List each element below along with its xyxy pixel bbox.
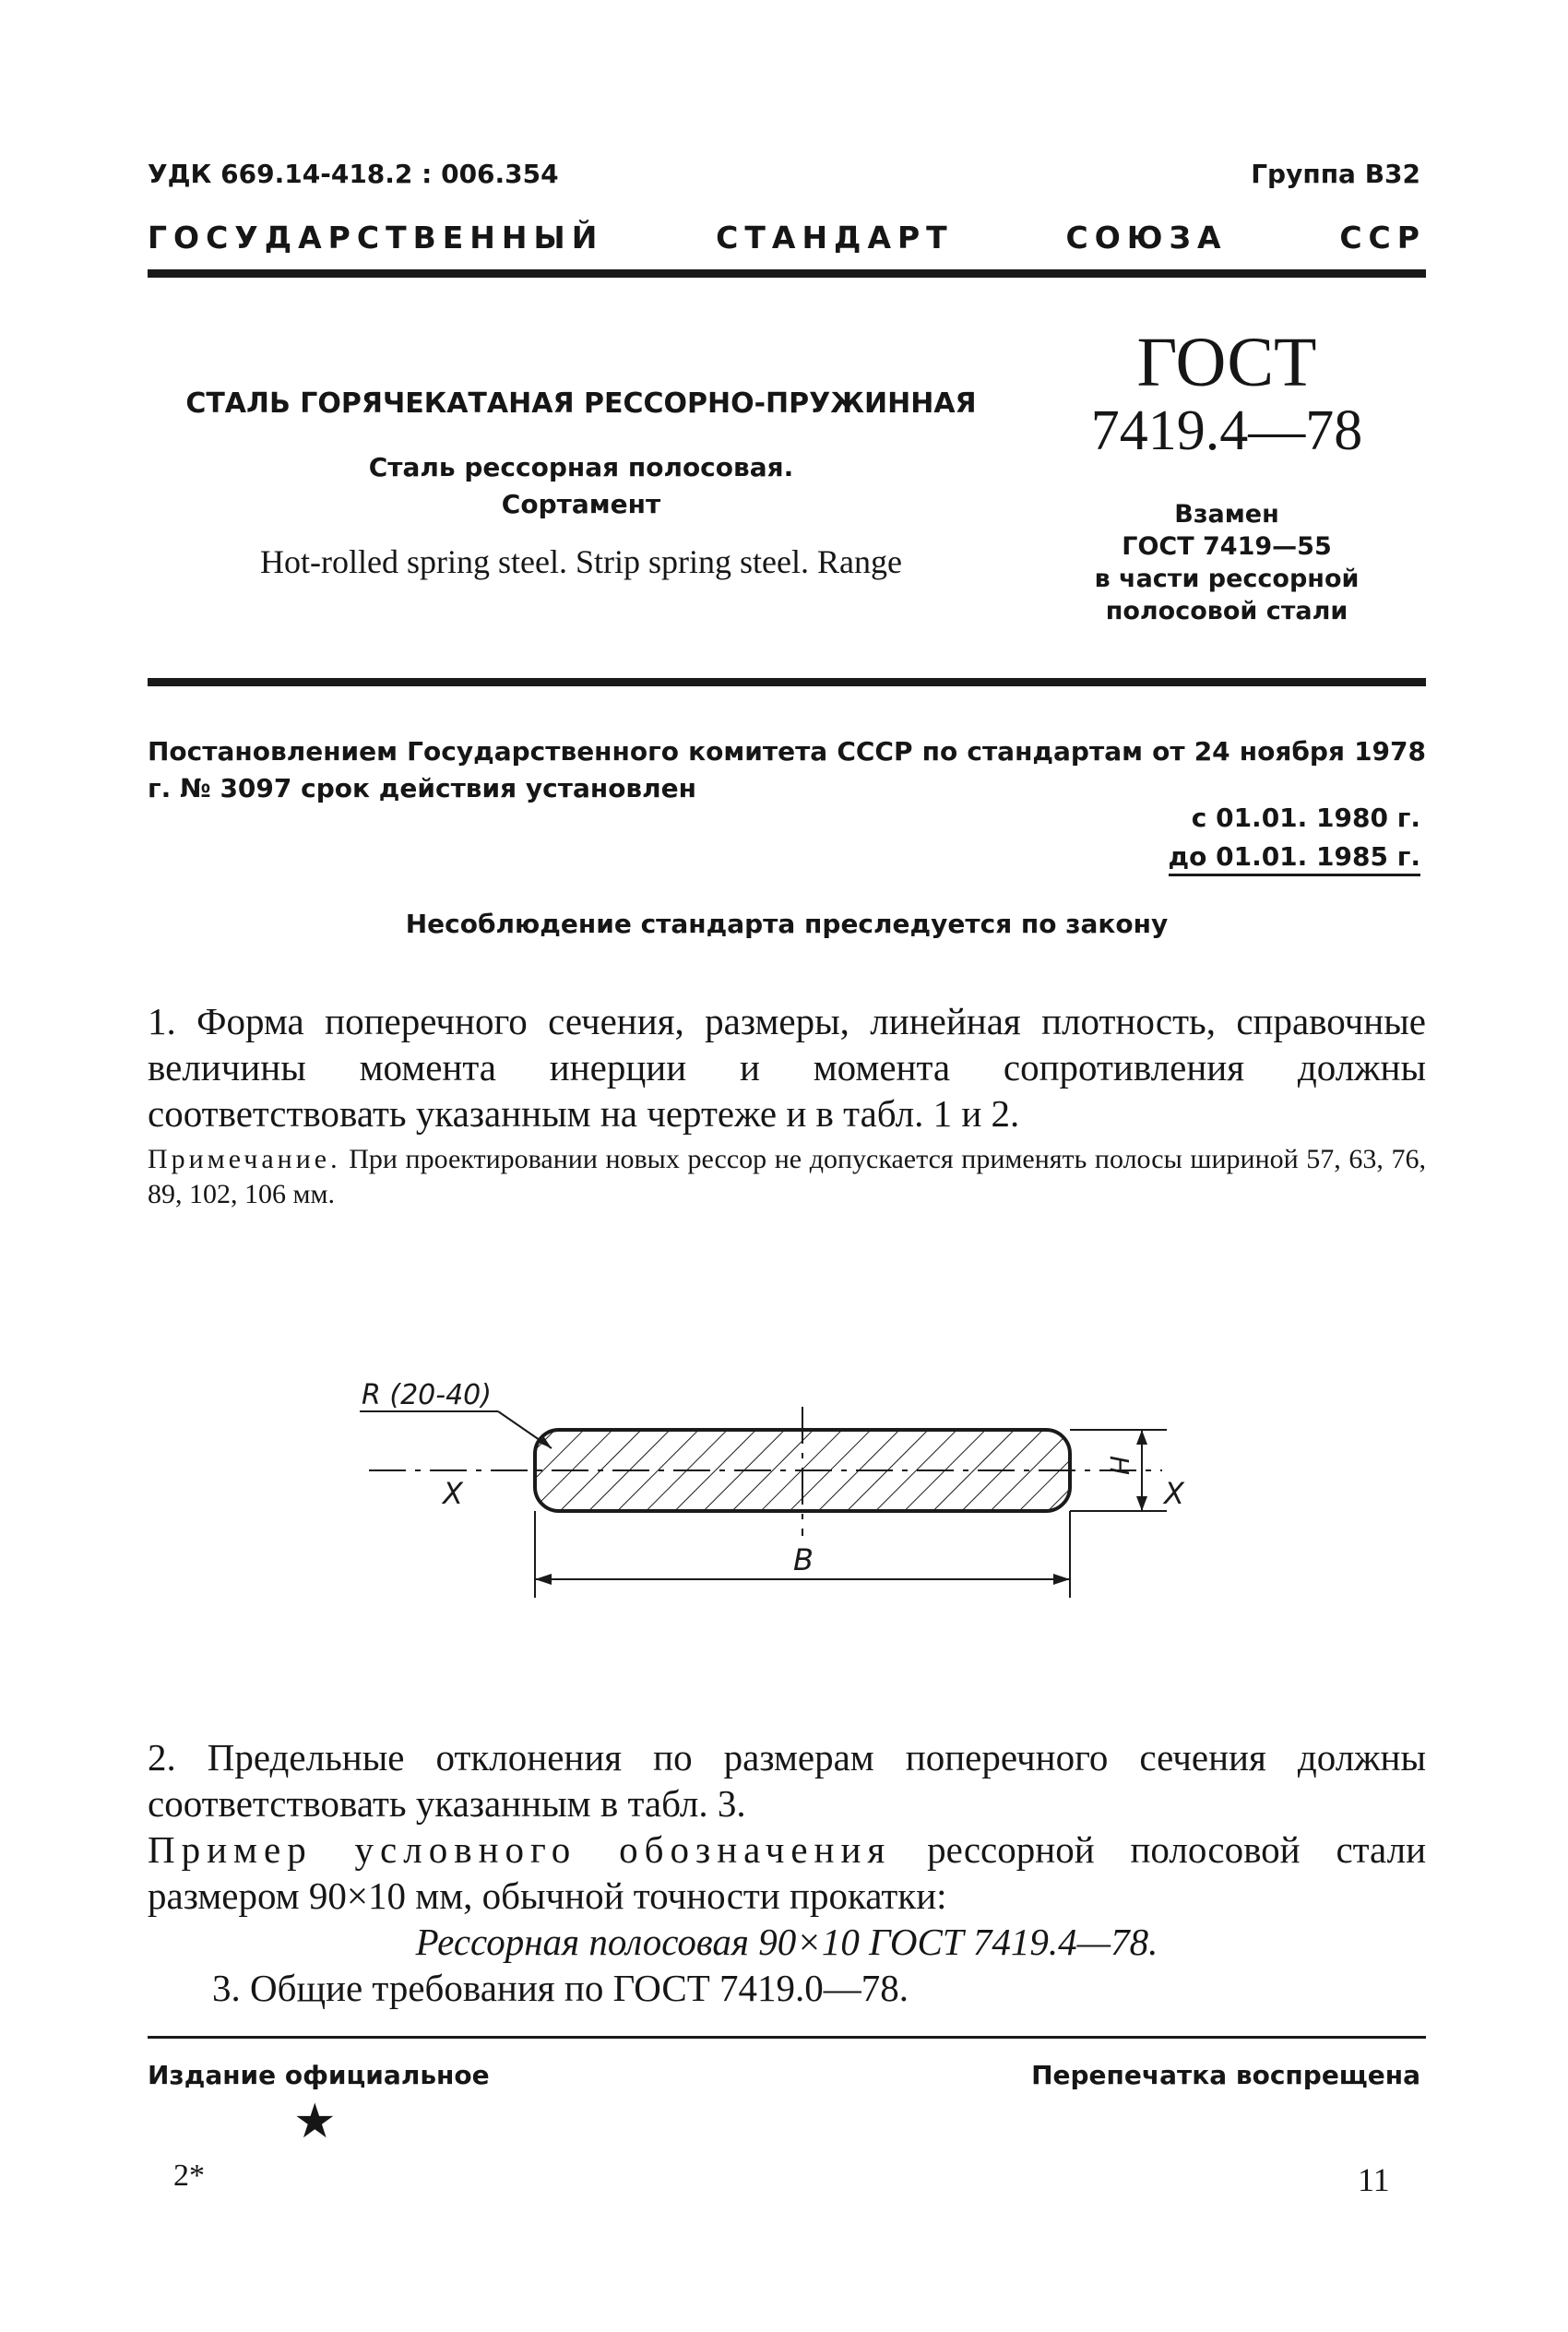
state-standard-heading xyxy=(148,220,1426,256)
replaces-note xyxy=(1033,498,1420,627)
title-rule xyxy=(148,678,1426,686)
law-notice: Несоблюдение стандарта преследуется по закону xyxy=(405,909,1169,939)
paragraph-2: 2. Предельные отклонения по размерам поперечного сечения должны соответствовать указанным в табл. 3. xyxy=(148,1736,1426,1825)
designation-example xyxy=(148,1826,1426,1919)
state-standard-word: СТАНДАРТ xyxy=(716,220,954,256)
width-arrow-left xyxy=(535,1574,552,1585)
gost-number: 7419.4—78 xyxy=(1090,399,1363,462)
replaces-line: ГОСТ 7419—55 xyxy=(1122,532,1332,561)
valid-from: с 01.01. 1980 г. xyxy=(1191,803,1420,833)
gost-label: ГОСТ xyxy=(1136,324,1317,401)
note-label: Примечание. xyxy=(148,1144,341,1174)
sheet-mark: 2* xyxy=(173,2159,205,2193)
axis-label-left: X xyxy=(443,1476,463,1511)
decree-text: Постановлением Государственного комитета СССР по стандартам от 24 ноября 1978 г. № 3097 срок действия установлен xyxy=(148,736,1426,803)
example-designation: Рессорная полосовая 90×10 ГОСТ 7419.4—78. xyxy=(415,1921,1158,1963)
valid-to: до 01.01. 1985 г. xyxy=(1169,841,1421,876)
replaces-line: в части рессорной xyxy=(1094,565,1360,593)
page-number: 11 xyxy=(1358,2161,1390,2198)
state-standard-word: ГОСУДАРСТВЕННЫЙ xyxy=(148,220,604,256)
paragraph-1: 1. Форма поперечного сечения, размеры, линейная плотность, справочные величины момента инерции и момента сопротивления должны соответствовать указанным на чертеже и в табл. 1 и 2. xyxy=(148,1000,1426,1135)
header-rule xyxy=(148,269,1426,278)
replaces-line: полосовой стали xyxy=(1105,597,1348,625)
star-icon: ★ xyxy=(293,2094,337,2149)
state-standard-word: ССР xyxy=(1339,220,1426,256)
document-subtitle-2: Сортамент xyxy=(501,489,661,519)
width-label: B xyxy=(793,1542,814,1577)
udk-code: УДК 669.14-418.2 : 006.354 xyxy=(148,159,559,189)
footer-rule xyxy=(148,2036,1426,2039)
official-edition: Издание официальное xyxy=(148,2060,490,2090)
english-title: Hot-rolled spring steel. Strip spring steel. Range xyxy=(260,543,902,580)
radius-label: R (20-40) xyxy=(362,1379,492,1411)
paragraph-3: 3. Общие требования по ГОСТ 7419.0—78. xyxy=(212,1967,909,2009)
height-arrow-bottom xyxy=(1136,1496,1147,1511)
replaces-line: Взамен xyxy=(1174,500,1279,529)
height-arrow-top xyxy=(1136,1430,1147,1445)
axis-label-right: X xyxy=(1164,1476,1184,1511)
document-title: СТАЛЬ ГОРЯЧЕКАТАНАЯ РЕССОРНО-ПРУЖИННАЯ xyxy=(185,387,977,420)
note xyxy=(148,1142,1426,1212)
state-standard-word: СОЮЗА xyxy=(1065,220,1228,256)
group-code: Группа В32 xyxy=(1251,159,1420,189)
reprint-prohibited: Перепечатка воспрещена xyxy=(1031,2060,1420,2090)
cross-section-drawing xyxy=(341,1356,1218,1614)
example-text: рессорной полосовой стали размером 90×10 мм, обычной точности прокатки: xyxy=(148,1828,1427,1917)
document-subtitle: Сталь рессорная полосовая. xyxy=(368,452,794,482)
width-arrow-right xyxy=(1053,1574,1070,1585)
height-label: H xyxy=(1104,1456,1134,1476)
note-text: При проектировании новых рессор не допускается применять полосы шириной 57, 63, 76, 89, 102, 106 мм. xyxy=(148,1144,1426,1209)
example-label: Пример условного обозначения xyxy=(148,1828,892,1871)
